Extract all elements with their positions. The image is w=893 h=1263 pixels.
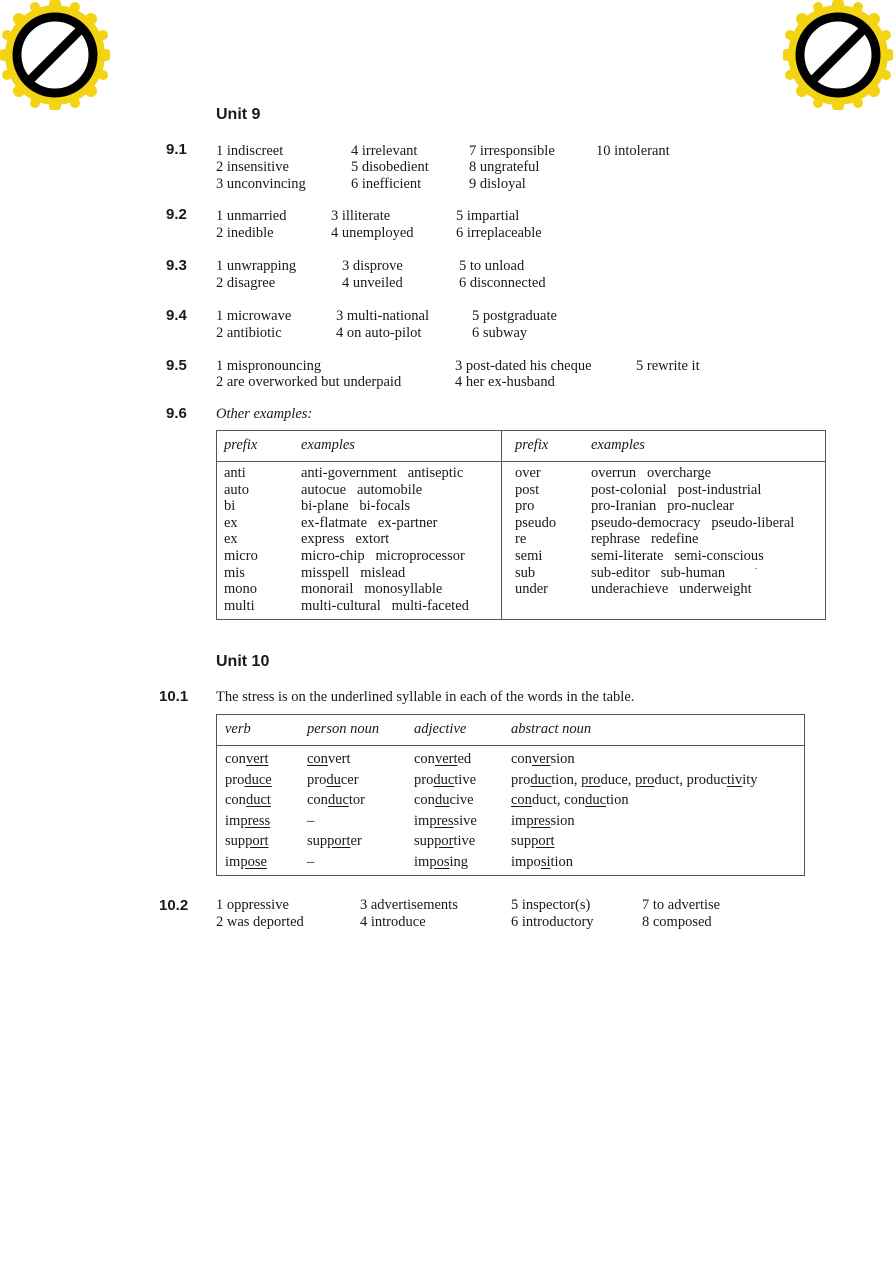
adjective-cell: conducive (414, 792, 474, 809)
adjective-cell: impressive (414, 812, 477, 829)
exercise-number: 9.4 (166, 307, 187, 324)
person-noun-cell: conductor (307, 792, 365, 809)
exercise-number: 10.2 (159, 897, 189, 914)
adjective-cell: converted (414, 751, 472, 767)
column-header: adjective (414, 721, 467, 737)
prefix-cell: multi (224, 597, 255, 614)
answer-item: 2 insensitive (216, 159, 289, 175)
person-noun-cell: – (307, 854, 315, 870)
no-sign-badge-left (0, 0, 110, 110)
answer-item: 1 indiscreet (216, 143, 284, 159)
examples-cell: bi-plane bi-focals (301, 498, 411, 515)
column-header: examples (301, 437, 355, 453)
verb-cell: produce (225, 771, 272, 788)
examples-cell: ex-flatmate ex-partner (301, 514, 438, 531)
adjective-cell: imposing (414, 854, 468, 870)
examples-cell: anti-government antiseptic (301, 465, 464, 481)
verb-cell: impose (225, 854, 267, 870)
examples-cell: pro-Iranian pro-nuclear (591, 498, 734, 515)
examples-cell: express extort (301, 531, 390, 548)
answer-item: 6 introductory (511, 914, 594, 930)
adjective-cell: productive (414, 771, 477, 788)
abstract-noun-cell: support (511, 833, 555, 850)
examples-cell: overrun overcharge (591, 465, 712, 481)
answer-item: 7 irresponsible (469, 143, 555, 159)
answer-item: 2 antibiotic (216, 325, 282, 341)
unit-10-title: Unit 10 (216, 653, 270, 670)
answer-item: 9 disloyal (469, 176, 526, 192)
prefix-cell: micro (224, 548, 258, 564)
verb-cell: convert (225, 751, 269, 767)
answer-item: 4 irrelevant (351, 143, 418, 159)
answer-item: 6 subway (472, 325, 528, 341)
exercise-number: 9.2 (166, 206, 187, 223)
answer-item: 3 disprove (342, 258, 403, 274)
examples-cell: sub-editor sub-human (591, 564, 726, 581)
prefix-cell: auto (224, 481, 249, 498)
answer-item: 10 intolerant (596, 143, 670, 159)
person-noun-cell: supporter (307, 833, 362, 850)
answer-item: 2 was deported (216, 914, 304, 930)
abstract-noun-cell: conversion (511, 751, 575, 767)
abstract-noun-cell: imposition (511, 854, 574, 870)
person-noun-cell: – (307, 812, 315, 829)
answer-item: 2 are overworked but underpaid (216, 374, 402, 390)
table-divider (217, 745, 804, 746)
answer-item: 4 on auto-pilot (336, 325, 422, 341)
answer-item: 5 disobedient (351, 159, 429, 175)
examples-cell: semi-literate semi-conscious (591, 548, 764, 564)
examples-cell: post-colonial post-industrial (591, 481, 762, 498)
adjective-cell: supportive (414, 833, 476, 850)
table-divider (501, 431, 502, 619)
answer-item: 3 unconvincing (216, 176, 306, 192)
answer-item: 5 rewrite it (636, 358, 700, 374)
verb-cell: conduct (225, 792, 271, 809)
exercise-number: 9.1 (166, 141, 187, 158)
prefix-cell: re (515, 531, 527, 548)
exercise-number: 10.1 (159, 688, 189, 705)
column-header: prefix (224, 437, 258, 453)
examples-cell: underachieve underweight (591, 581, 752, 598)
answer-item: 6 disconnected (459, 275, 546, 291)
person-noun-cell: convert (307, 751, 351, 767)
answer-item: 5 postgraduate (472, 308, 557, 324)
verb-cell: support (225, 833, 269, 850)
answer-item: 7 to advertise (642, 897, 721, 913)
answer-item: 3 illiterate (331, 208, 391, 224)
answer-item: 5 impartial (456, 208, 520, 224)
answer-item: 3 post-dated his cheque (455, 358, 592, 374)
unit-9-title: Unit 9 (216, 106, 261, 123)
answer-item: 4 her ex-husband (455, 374, 555, 390)
examples-cell: pseudo-democracy pseudo-liberal (591, 514, 795, 531)
verb-cell: impress (225, 812, 271, 829)
answer-item: 1 unwrapping (216, 258, 297, 274)
abstract-noun-cell: impression (511, 812, 575, 829)
exercise-number: 9.6 (166, 405, 187, 422)
prefix-cell: ex (224, 514, 238, 531)
answer-item: 5 inspector(s) (511, 897, 591, 913)
prefix-cell: sub (515, 564, 536, 581)
answer-item: 3 multi-national (336, 308, 430, 324)
prefix-cell: mono (224, 581, 258, 598)
prefix-cell: pseudo (515, 514, 557, 531)
examples-cell: multi-cultural multi-faceted (301, 597, 469, 614)
answer-item: 6 inefficient (351, 176, 422, 192)
person-noun-cell: producer (307, 771, 359, 788)
examples-cell: autocue automobile (301, 481, 423, 498)
prefix-cell: ex (224, 531, 238, 548)
prefix-table (216, 430, 826, 620)
answer-item: 8 composed (642, 914, 712, 930)
prefix-cell: semi (515, 548, 543, 564)
answer-item: 3 advertisements (360, 897, 458, 913)
answer-item: 5 to unload (459, 258, 525, 274)
prefix-cell: bi (224, 498, 236, 515)
column-header: abstract noun (511, 721, 592, 737)
exercise-intro: The stress is on the underlined syllable in each of the words in the table. (216, 689, 635, 705)
answer-item: 1 unmarried (216, 208, 287, 224)
answer-item: 1 mispronouncing (216, 358, 322, 374)
exercise-number: 9.3 (166, 257, 187, 274)
prefix-cell: anti (224, 465, 246, 481)
column-header: examples (591, 437, 645, 453)
answer-item: 4 unveiled (342, 275, 403, 291)
answer-item: 6 irreplaceable (456, 225, 542, 241)
answer-item: 2 inedible (216, 225, 274, 241)
answer-item: 1 oppressive (216, 897, 289, 913)
prefix-cell: pro (515, 498, 535, 515)
prefix-cell: mis (224, 564, 245, 581)
prefix-cell: under (515, 581, 549, 598)
exercise-intro: Other examples: (216, 406, 313, 422)
examples-cell: monorail monosyllable (301, 581, 443, 598)
stray-mark: · (754, 563, 758, 575)
stress-table (216, 714, 805, 876)
table-divider (217, 461, 825, 462)
answer-item: 8 ungrateful (469, 159, 540, 175)
examples-cell: rephrase redefine (591, 531, 699, 548)
abstract-noun-cell: conduct, conduction (511, 792, 629, 809)
examples-cell: misspell mislead (301, 564, 406, 581)
column-header: prefix (515, 437, 549, 453)
abstract-noun-cell: production, produce, product, productivity (511, 771, 758, 788)
answer-item: 4 introduce (360, 914, 426, 930)
answer-item: 1 microwave (216, 308, 292, 324)
no-sign-badge-right (783, 0, 893, 110)
prefix-cell: post (515, 481, 540, 498)
examples-cell: micro-chip microprocessor (301, 548, 465, 564)
answer-item: 4 unemployed (331, 225, 414, 241)
prefix-cell: over (515, 465, 541, 481)
column-header: person noun (307, 721, 380, 737)
column-header: verb (225, 721, 251, 737)
exercise-number: 9.5 (166, 357, 187, 374)
answer-item: 2 disagree (216, 275, 276, 291)
